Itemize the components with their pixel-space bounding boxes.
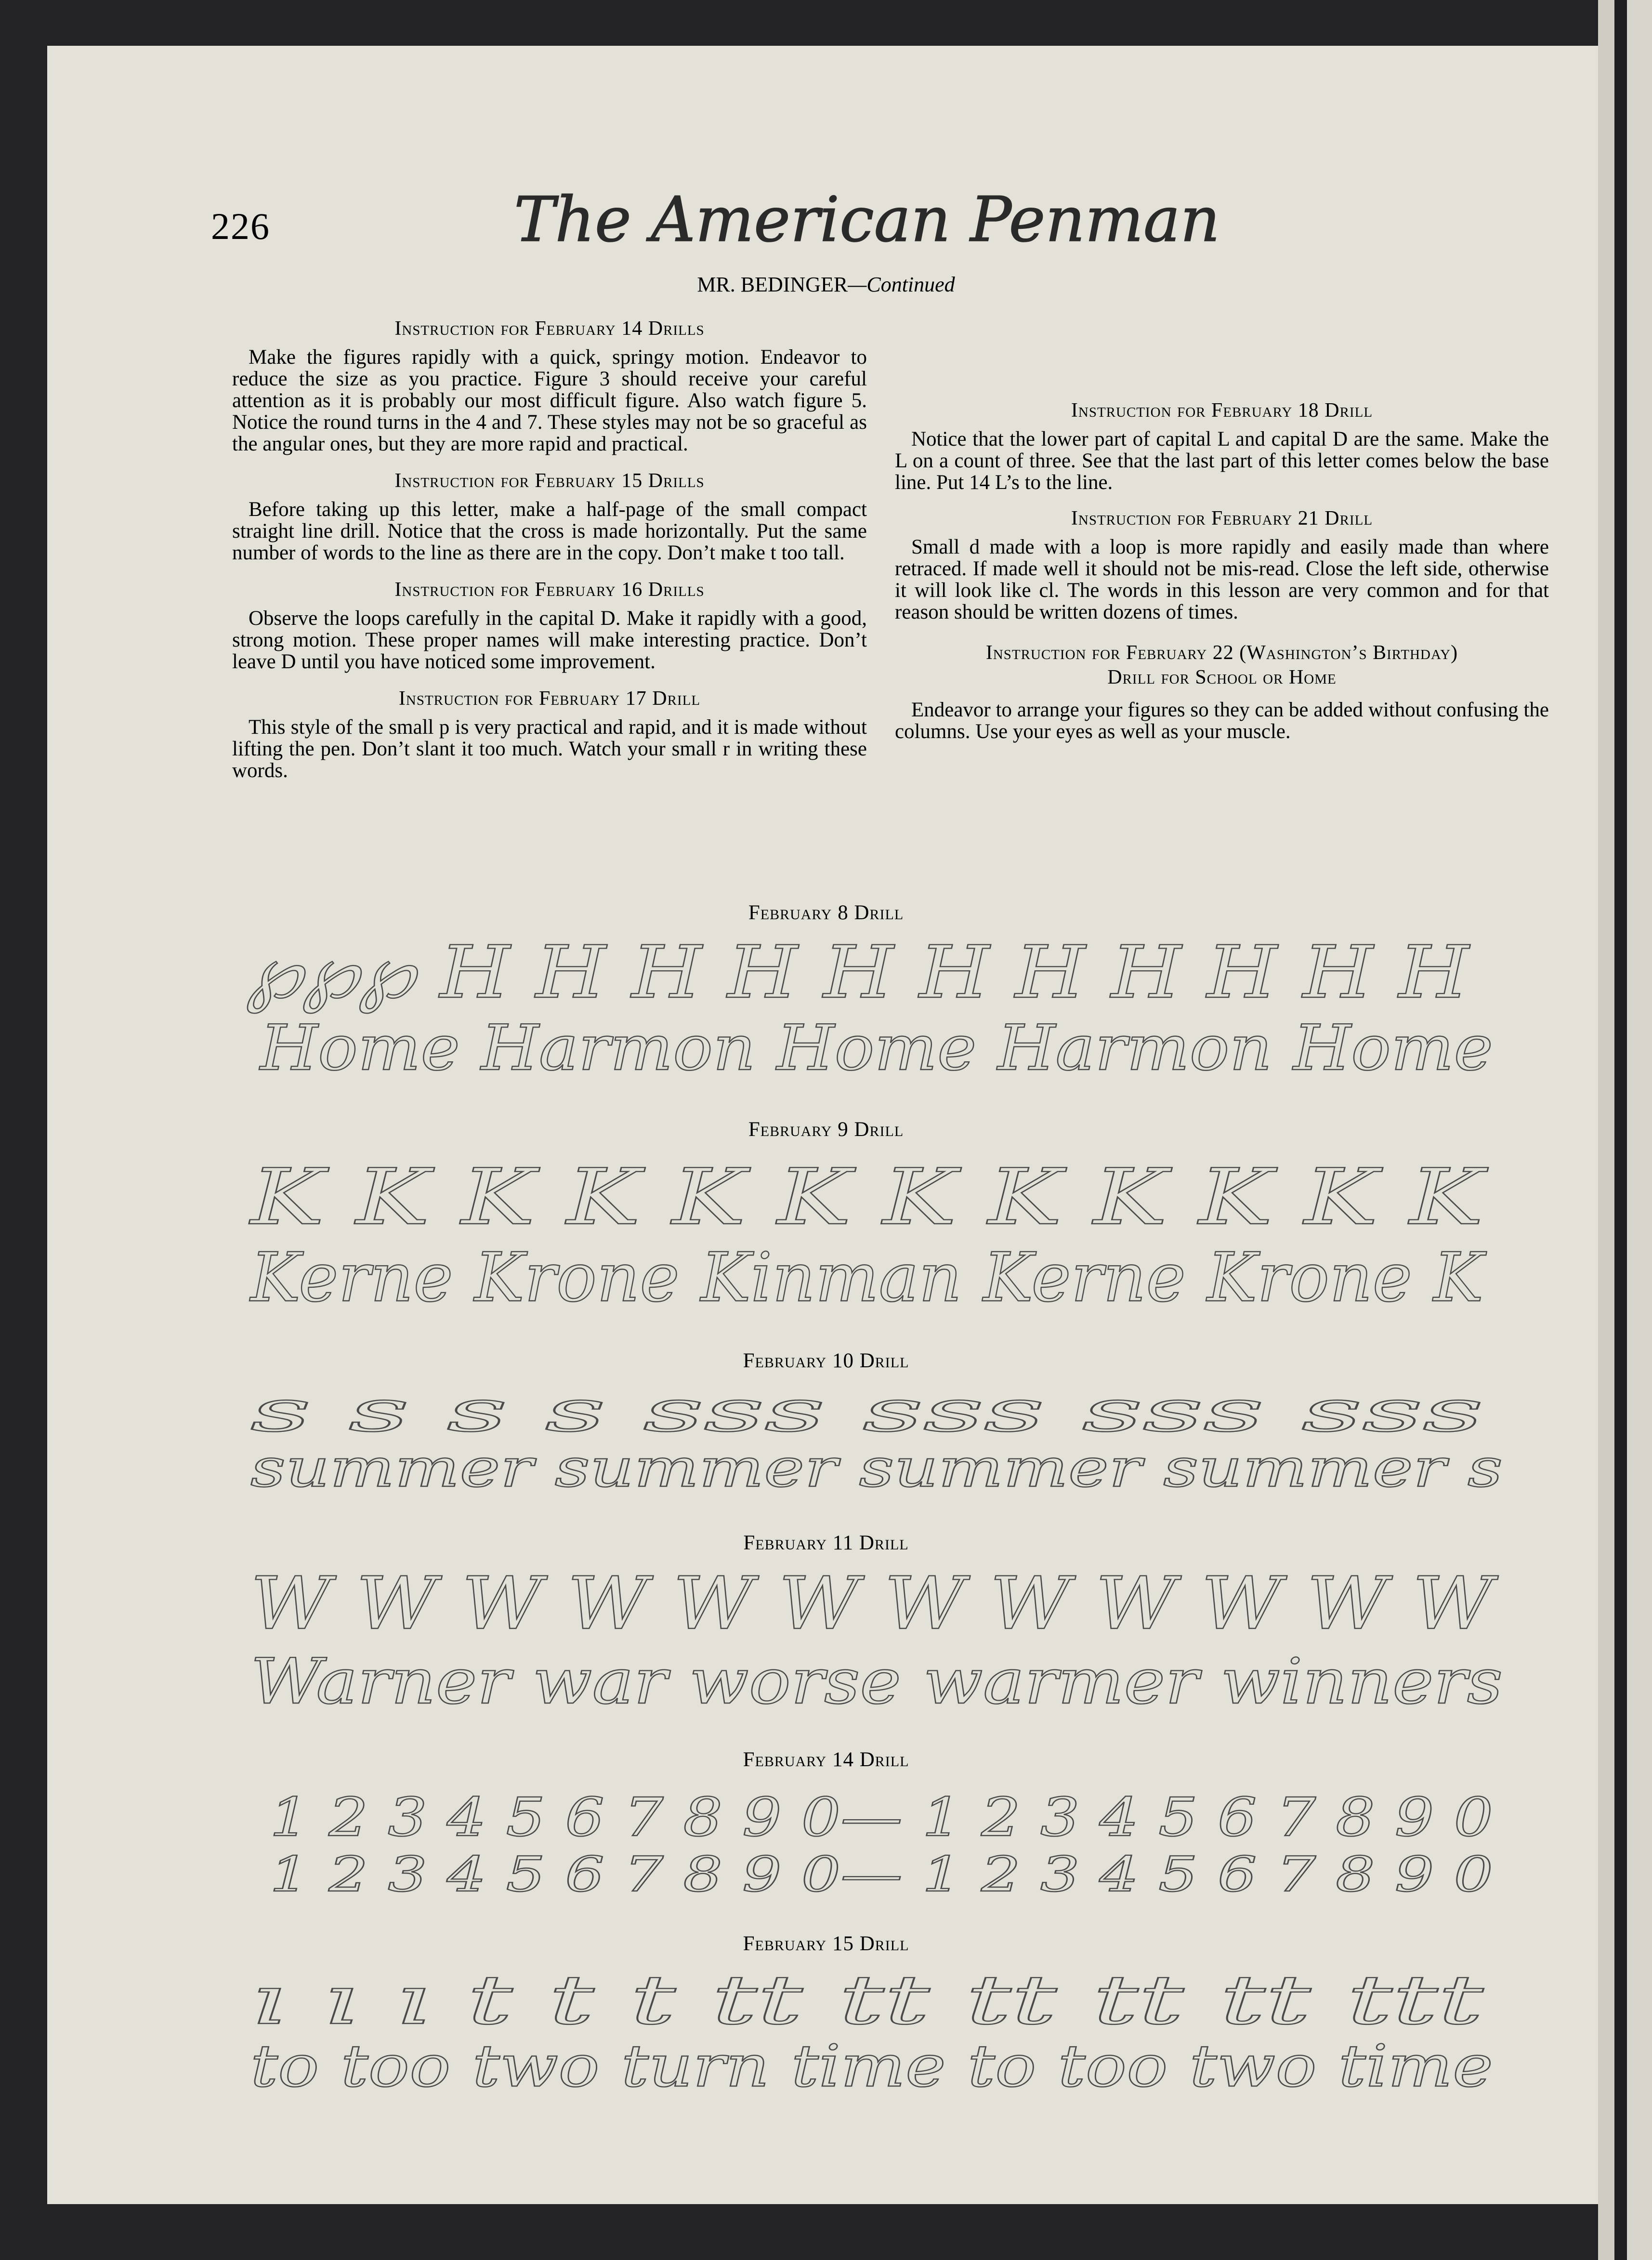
section-heading: Instruction for February 22 (Washington’s Birthday) — [985, 642, 1458, 664]
drill-feb15 — [250, 1961, 1512, 2110]
script-line: ℘℘℘ H H H H H H H H H H H — [246, 931, 1471, 1015]
drill-title: February 9 Drill — [748, 1118, 904, 1141]
right-column — [895, 385, 1549, 742]
script-line: summer summer summer summer s — [250, 1437, 1503, 1499]
masthead-logo — [482, 178, 1252, 270]
section-heading: Instruction for February 21 Drill — [1071, 507, 1373, 529]
section-subheading: Drill for School or Home — [1107, 666, 1337, 688]
section-heading: Instruction for February 16 Drills — [394, 579, 705, 601]
section-body: Notice that the lower part of capital L and capital D are the same. Make the L on a count of three. See that the last part of this letter comes below the base line. Put 14 L’s to the line. — [895, 428, 1549, 494]
drill-title: February 10 Drill — [743, 1349, 909, 1372]
numeral-line: 1 2 3 4 5 6 7 8 9 0— 1 2 3 4 5 6 7 8 9 0 — [270, 1846, 1493, 1903]
section-body: Before taking up this letter, make a half-page of the small compact straight line drill. Notice that the cross is made horizontally. Put the same number of words to the line as there are in the copy. Don’t make t too tall. — [232, 498, 867, 564]
script-line: Kerne Krone Kinman Kerne Krone K — [249, 1239, 1487, 1317]
drill-title: February 14 Drill — [743, 1748, 909, 1771]
page-number: 226 — [211, 205, 270, 247]
script-line: K K K K K K K K K K K K — [249, 1152, 1489, 1242]
author-line — [0, 272, 1652, 297]
drill-feb8 — [246, 931, 1508, 1084]
section-body: Make the figures rapidly with a quick, springy motion. Endeavor to reduce the size as you practice. Figure 3 should receive your careful attention as it is probably our most difficult figure. Also watch figure 5. Notice the round turns in the 4 and 7. These styles may not be so graceful as the angular ones, but they are more rapid and practical. — [232, 346, 867, 455]
script-line: Warner war worse warmer winners — [250, 1645, 1503, 1718]
section-body: Endeavor to arrange your figures so they can be added without confusing the columns. Use your eyes as well as your muscle. — [895, 699, 1549, 743]
section-heading: Instruction for February 17 Drill — [398, 687, 701, 710]
script-line: W W W W W W W W W W W W — [250, 1562, 1499, 1646]
continued-label: —Continued — [848, 273, 955, 296]
drill-feb9 — [246, 1152, 1508, 1317]
drill-title: February 11 Drill — [743, 1532, 909, 1554]
masthead-title: The American Penman — [514, 184, 1220, 256]
section-heading: Instruction for February 18 Drill — [1071, 399, 1373, 422]
drill-feb11 — [246, 1562, 1517, 1720]
script-line: s s s s sss sss sss sss — [250, 1378, 1484, 1445]
drill-title: February 8 Drill — [748, 901, 904, 924]
drill-feb10 — [250, 1378, 1512, 1499]
script-line: Home Harmon Home Harmon Home — [259, 1011, 1493, 1084]
section-heading: Instruction for February 15 Drills — [394, 470, 705, 492]
numeral-line: 1 2 3 4 5 6 7 8 9 0— 1 2 3 4 5 6 7 8 9 0 — [270, 1786, 1493, 1848]
script-line: ı ı ı t t t tt tt tt tt tt ttt — [250, 1961, 1484, 2040]
left-column — [232, 318, 867, 781]
author-name: MR. BEDINGER — [697, 273, 848, 296]
section-heading: Instruction for February 14 Drills — [394, 317, 705, 340]
drill-feb14 — [260, 1783, 1522, 1908]
section-body: Small d made with a loop is more rapidly and easily made than where retraced. If made well it should not be mis-read. Close the left side, otherwise it will look like cl. The words in this lesson are very common and for that reason should be written dozens of times. — [895, 536, 1549, 623]
section-body: Observe the loops carefully in the capital D. Make it rapidly with a good, strong motion. These proper names will make interesting practice. Don’t leave D until you have noticed some improvement. — [232, 607, 867, 673]
drill-title: February 15 Drill — [743, 1932, 909, 1955]
script-line: to too two turn time to too two time — [250, 2033, 1493, 2100]
section-body: This style of the small p is very practical and rapid, and it is made without lifting the pen. Don’t slant it too much. Watch your small r in writing these words. — [232, 716, 867, 782]
